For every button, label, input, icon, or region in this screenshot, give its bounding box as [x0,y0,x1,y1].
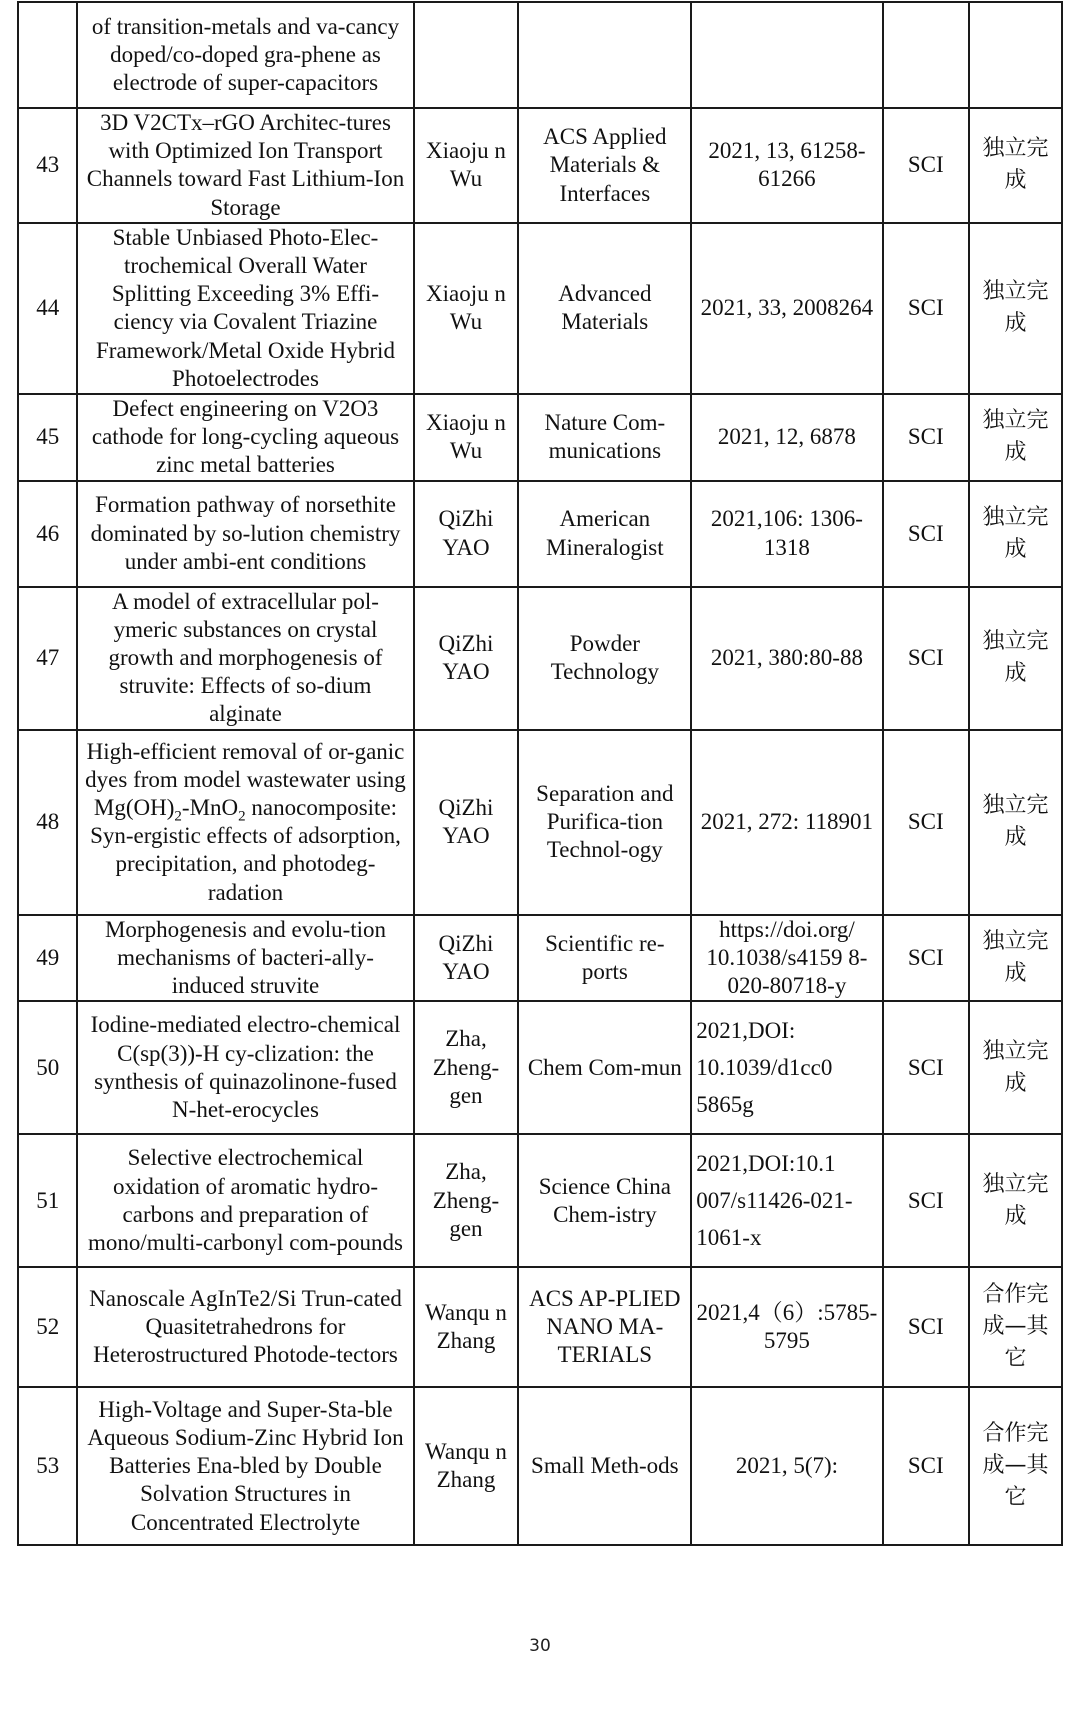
table-row [18,481,1062,587]
table-row [18,2,1062,108]
row-number: 46 [18,481,77,587]
journal: ACS Applied Materials & Interfaces [518,108,691,223]
authors: QiZhi YAO [414,730,519,915]
journal [518,2,691,108]
index-type: SCI [883,481,969,587]
paper-title: Stable Unbiased Photo-Elec-trochemical Overall Water Splitting Exceeding 3% Effi-ciency via Covalent Triazine Framework/Metal Oxide Hybrid Photoelectrodes [77,223,413,394]
completion-note: 合作完成—其它 [969,1267,1062,1387]
paper-title: of transition-metals and va-cancy doped/co-doped gra-phene as electrode of super-capacitors [77,2,413,108]
table-row [18,915,1062,1002]
completion-note: 独立完成 [969,915,1062,1002]
journal: Chem Com-mun [518,1001,691,1134]
row-number: 53 [18,1387,77,1545]
paper-title: Nanoscale AgInTe2/Si Trun-cated Quasitetrahedrons for Heterostructured Photode-tectors [77,1267,413,1387]
row-number: 47 [18,587,77,730]
completion-note: 合作完成—其它 [969,1387,1062,1545]
index-type: SCI [883,915,969,1002]
subscript-2: 2 [174,808,182,825]
table-row [18,1001,1062,1134]
journal: Nature Com-munications [518,394,691,481]
authors: QiZhi YAO [414,587,519,730]
journal: Powder Technology [518,587,691,730]
index-type: SCI [883,1001,969,1134]
table-row [18,394,1062,481]
citation: 2021,DOI: 10.1039/d1cc0 5865g [691,1001,882,1134]
journal: Small Meth-ods [518,1387,691,1545]
journal: Separation and Purifica-tion Technol-ogy [518,730,691,915]
row-number: 49 [18,915,77,1002]
table-row [18,1134,1062,1267]
table-row [18,1267,1062,1387]
row-number: 50 [18,1001,77,1134]
paper-title: Defect engineering on V2O3 cathode for long-cycling aqueous zinc metal batteries [77,394,413,481]
row-number: 44 [18,223,77,394]
row-number: 51 [18,1134,77,1267]
journal: Science China Chem-istry [518,1134,691,1267]
paper-title: Selective electrochemical oxidation of aromatic hydro-carbons and preparation of mono/multi-carbonyl com-pounds [77,1134,413,1267]
completion-note [969,2,1062,108]
paper-title: Morphogenesis and evolu-tion mechanisms of bacteri-ally-induced struvite [77,915,413,1002]
citation: 2021, 272: 118901 [691,730,882,915]
index-type: SCI [883,1267,969,1387]
completion-note: 独立完成 [969,1001,1062,1134]
index-type: SCI [883,1387,969,1545]
index-type: SCI [883,587,969,730]
authors: Xiaoju n Wu [414,223,519,394]
citation: 2021, 13, 61258-61266 [691,108,882,223]
subscript-2: 2 [238,808,246,825]
row-number [18,2,77,108]
journal: ACS AP-PLIED NANO MA-TERIALS [518,1267,691,1387]
authors: Xiaoju n Wu [414,108,519,223]
title-part: -MnO [181,794,239,820]
authors: Zha, Zheng-gen [414,1001,519,1134]
citation: 2021, 380:80-88 [691,587,882,730]
authors: Wanqu n Zhang [414,1387,519,1545]
paper-title: High-Voltage and Super-Sta-ble Aqueous Sodium-Zinc Hybrid Ion Batteries Ena-bled by Double Solvation Structures in Concentrated Electrolyte [77,1387,413,1545]
authors: Wanqu n Zhang [414,1267,519,1387]
row-number: 45 [18,394,77,481]
authors [414,2,519,108]
citation [691,2,882,108]
completion-note: 独立完成 [969,108,1062,223]
index-type: SCI [883,108,969,223]
journal: American Mineralogist [518,481,691,587]
row-number: 43 [18,108,77,223]
paper-title: A model of extracellular pol-ymeric substances on crystal growth and morphogenesis of struvite: Effects of so-dium alginate [77,587,413,730]
completion-note: 独立完成 [969,223,1062,394]
table-row [18,223,1062,394]
row-number: 48 [18,730,77,915]
citation: 2021,4（6）:5785-5795 [691,1267,882,1387]
paper-title: Iodine-mediated electro-chemical C(sp(3))-H cy-clization: the synthesis of quinazolinone-fused N-het-erocycles [77,1001,413,1134]
completion-note: 独立完成 [969,1134,1062,1267]
journal: Advanced Materials [518,223,691,394]
citation: 2021,DOI:10.1 007/s11426-021-1061-x [691,1134,882,1267]
index-type [883,2,969,108]
citation: 2021, 5(7): [691,1387,882,1545]
completion-note: 独立完成 [969,587,1062,730]
table-row [18,587,1062,730]
authors: Zha, Zheng-gen [414,1134,519,1267]
completion-note: 独立完成 [969,394,1062,481]
index-type: SCI [883,223,969,394]
page-number: 30 [529,1636,551,1656]
completion-note: 独立完成 [969,481,1062,587]
authors: Xiaoju n Wu [414,394,519,481]
paper-title: Formation pathway of norsethite dominated by so-lution chemistry under ambi-ent conditions [77,481,413,587]
table-row [18,1387,1062,1545]
authors: QiZhi YAO [414,481,519,587]
publications-table [17,1,1063,1546]
index-type: SCI [883,394,969,481]
journal: Scientific re-ports [518,915,691,1002]
paper-title [77,730,413,915]
completion-note: 独立完成 [969,730,1062,915]
citation: 2021,106: 1306-1318 [691,481,882,587]
citation: 2021, 33, 2008264 [691,223,882,394]
citation: https://doi.org/ 10.1038/s4159 8-020-80718-y [691,915,882,1002]
table-row [18,730,1062,915]
paper-title: 3D V2CTx–rGO Architec-tures with Optimized Ion Transport Channels toward Fast Lithium-Ion Storage [77,108,413,223]
title-part: nanocomposite: Syn-ergistic effects of adsorption, precipitation, and photodeg-radation [90,794,401,905]
index-type: SCI [883,1134,969,1267]
citation: 2021, 12, 6878 [691,394,882,481]
row-number: 52 [18,1267,77,1387]
index-type: SCI [883,730,969,915]
table-row [18,108,1062,223]
title-part: High-efficient removal of or-ganic dyes from model wastewater using Mg(OH) [85,738,406,820]
authors: QiZhi YAO [414,915,519,1002]
